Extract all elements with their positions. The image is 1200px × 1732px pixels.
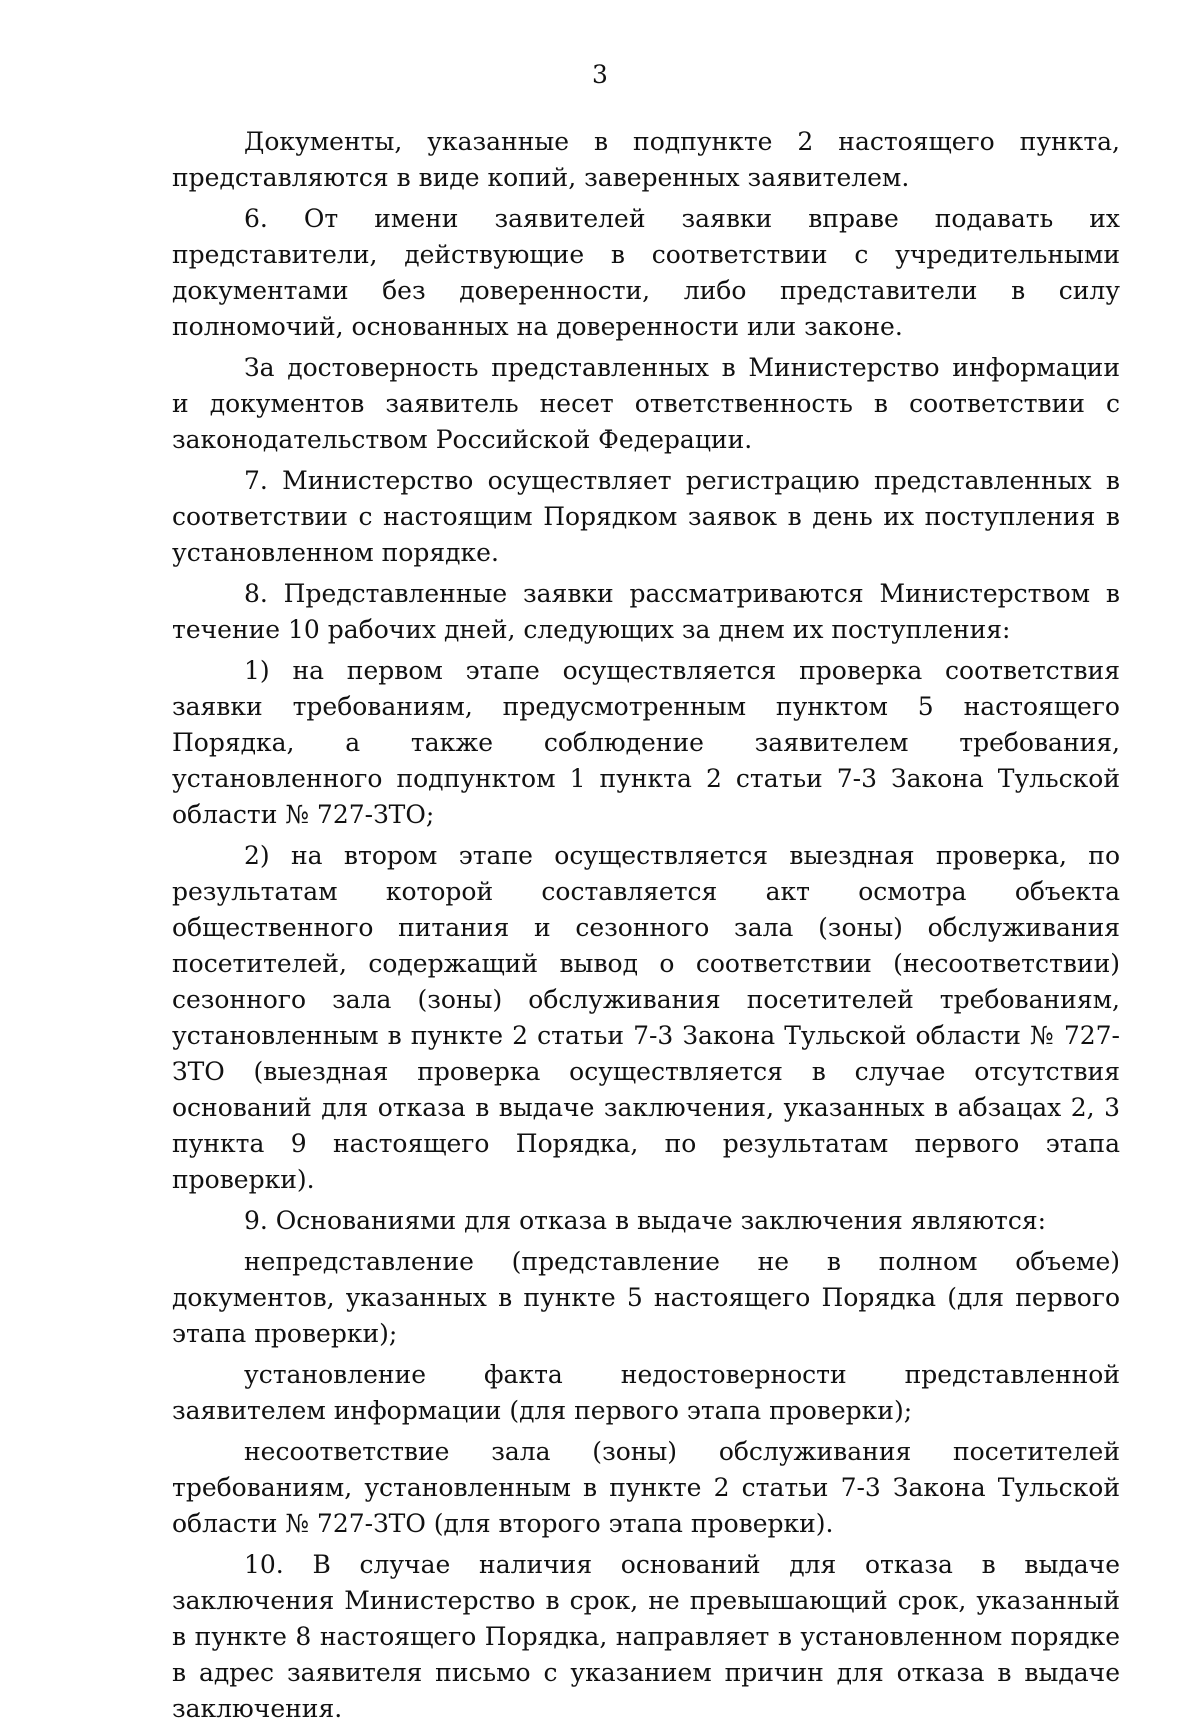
- document-body: [172, 124, 1120, 1732]
- paragraph-item-8: 8. Представленные заявки рассматриваются Министерством в течение 10 рабочих дней, следующих за днем их поступления:: [172, 579, 1120, 644]
- paragraph-reliability: За достоверность представленных в Министерство информации и документов заявитель несет ответственность в соответствии с законодательством Российской Федерации.: [172, 353, 1120, 454]
- paragraph-refusal-ground-2: установление факта недостоверности представленной заявителем информации (для первого этапа проверки);: [172, 1360, 1120, 1425]
- paragraph-item-8-stage-1: 1) на первом этапе осуществляется проверка соответствия заявки требованиям, предусмотренным пунктом 5 настоящего Порядка, а также соблюдение заявителем требования, установленного подпунктом 1 пункта 2 статьи 7-3 Закона Тульской области № 727-ЗТО;: [172, 656, 1120, 829]
- paragraph-item-9: 9. Основаниями для отказа в выдаче заключения являются:: [244, 1206, 1047, 1235]
- paragraph-documents-copies: Документы, указанные в подпункте 2 настоящего пункта, представляются в виде копий, заверенных заявителем.: [172, 127, 1120, 192]
- paragraph-item-8-stage-2: 2) на втором этапе осуществляется выездная проверка, по результатам которой составляется акт осмотра объекта общественного питания и сезонного зала (зоны) обслуживания посетителей, содержащий вывод о соответствии (несоответствии) сезонного зала (зоны) обслуживания посетителей требованиям, установленным в пункте 2 статьи 7-3 Закона Тульской области № 727-ЗТО (выездная проверка осуществляется в случае отсутствия оснований для отказа в выдаче заключения, указанных в абзацах 2, 3 пункта 9 настоящего Порядка, по результатам первого этапа проверки).: [172, 841, 1120, 1194]
- paragraph-refusal-ground-3: несоответствие зала (зоны) обслуживания посетителей требованиям, установленным в пункте 2 статьи 7-3 Закона Тульской области № 727-ЗТО (для второго этапа проверки).: [172, 1437, 1120, 1538]
- page-number: 3: [592, 60, 608, 89]
- paragraph-refusal-ground-1: непредставление (представление не в полном объеме) документов, указанных в пункте 5 настоящего Порядка (для первого этапа проверки);: [172, 1247, 1120, 1348]
- paragraph-item-6: 6. От имени заявителей заявки вправе подавать их представители, действующие в соответствии с учредительными документами без доверенности, либо представители в силу полномочий, основанных на доверенности или законе.: [172, 204, 1120, 341]
- paragraph-item-10: 10. В случае наличия оснований для отказа в выдаче заключения Министерство в срок, не превышающий срок, указанный в пункте 8 настоящего Порядка, направляет в установленном порядке в адрес заявителя письмо с указанием причин для отказа в выдаче заключения.: [172, 1550, 1120, 1723]
- paragraph-item-7: 7. Министерство осуществляет регистрацию представленных в соответствии с настоящим Порядком заявок в день их поступления в установленном порядке.: [172, 466, 1120, 567]
